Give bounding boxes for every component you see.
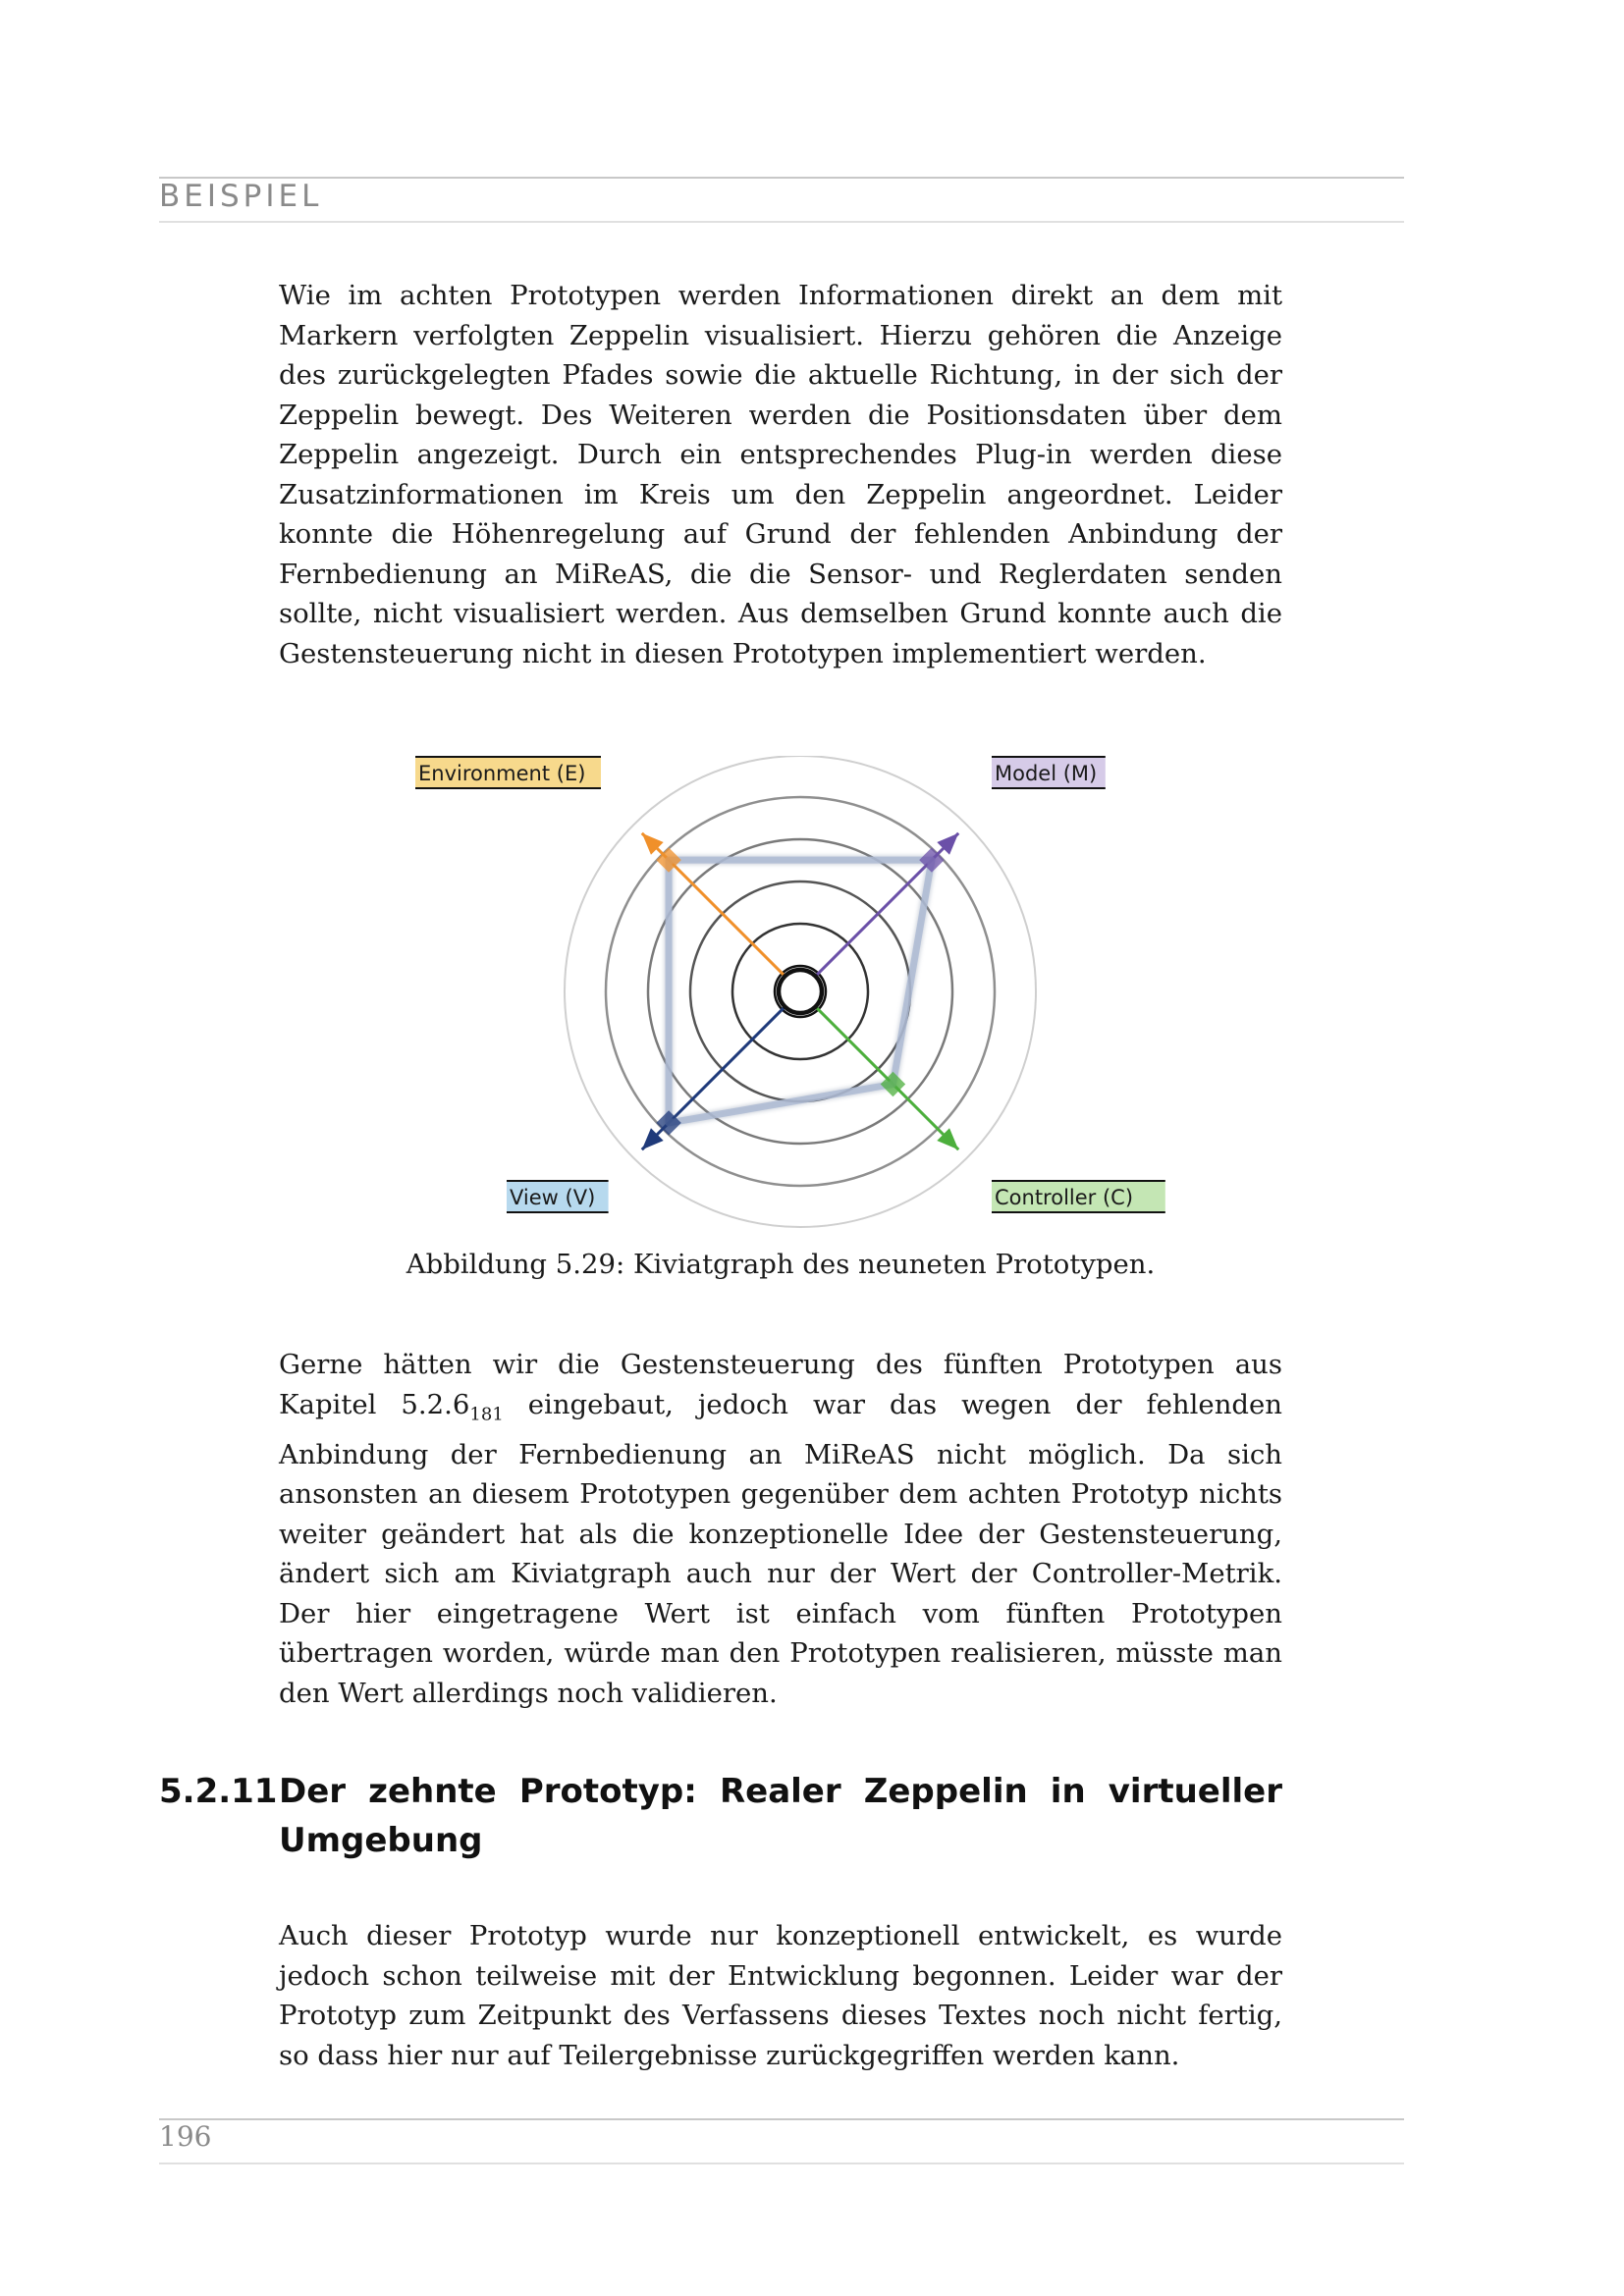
section-heading <box>159 1767 1288 1865</box>
axis-label-1: Model (M) <box>995 762 1098 785</box>
paragraph-gesture-text-a: Gerne hätten wir die Gestensteuerung des fünften Prototypen aus Kapitel 5.2.6 <box>279 1349 1282 1420</box>
running-head: BEISPIEL <box>159 179 323 214</box>
axis-label-2: Controller (C) <box>995 1186 1134 1209</box>
paragraph-intro: Wie im achten Prototypen werden Informationen direkt an dem mit Markern verfolgten Zeppelin visualisiert. Hierzu gehören die Anzeige des zurückgelegten Pfades sowie die aktuelle Richtung, in der sich der Zeppelin bewegt. Des Weiteren werden die Positionsdaten über dem Zeppelin angezeigt. Durch ein entsprechendes Plug-in werden diese Zusatzinformationen im Kreis um den Zeppelin angeordnet. Leider konnte die Höhenregelung auf Grund der fehlenden Anbindung der Fernbedienung an MiReAS, die die Sensor- und Reglerdaten senden sollte, nicht visualisiert werden. Aus demselben Grund konnte auch die Gestensteuerung nicht in diesen Prototypen implementiert werden. <box>279 280 1282 669</box>
footer-rule <box>159 2118 1404 2120</box>
header-rule <box>159 177 1404 179</box>
axis-label-3: View (V) <box>510 1186 596 1209</box>
paragraph-gesture <box>279 1345 1282 1713</box>
axis-label-0: Environment (E) <box>418 762 586 785</box>
page-number: 196 <box>159 2120 212 2153</box>
paragraph-tenth-prototype: Auch dieser Prototyp wurde nur konzeptionell entwickelt, es wurde jedoch schon teilweise mit der Entwicklung begonnen. Leider war der Prototyp zum Zeitpunkt des Verfassens dieses Textes noch nicht fertig, so dass hier nur auf Teilergebnisse zurückgegriffen werden kann. <box>279 1920 1282 2071</box>
kiviat-center <box>779 970 822 1013</box>
paragraph-gesture-text-b: eingebaut, jedoch war das wegen der fehlenden Anbindung der Fernbedienung an MiReAS nicht möglich. Da sich ansonsten an diesem Prototypen gegenüber dem achten Prototyp nichts weiter geändert hat als die konzeptionelle Idee der Gestensteuerung, ändert sich am Kiviatgraph auch nur der Wert der Controller-Metrik. Der hier eingetragene Wert ist einfach vom fünften Prototypen übertragen worden, würde man den Prototypen realisieren, müsste man den Wert allerdings noch validieren. <box>279 1388 1282 1709</box>
kiviat-chart <box>403 756 1168 1237</box>
section-title: Der zehnte Prototyp: Realer Zeppelin in virtueller Umgebung <box>279 1772 1282 1860</box>
figure-caption: Abbildung 5.29: Kiviatgraph des neuneten Prototypen. <box>406 1249 1156 1280</box>
page-reference: 181 <box>469 1404 504 1424</box>
footer-rule-lower <box>159 2163 1404 2164</box>
header-rule-lower <box>159 221 1404 223</box>
kiviat-figure <box>403 756 1168 1237</box>
section-number: 5.2.11 <box>159 1772 278 1811</box>
